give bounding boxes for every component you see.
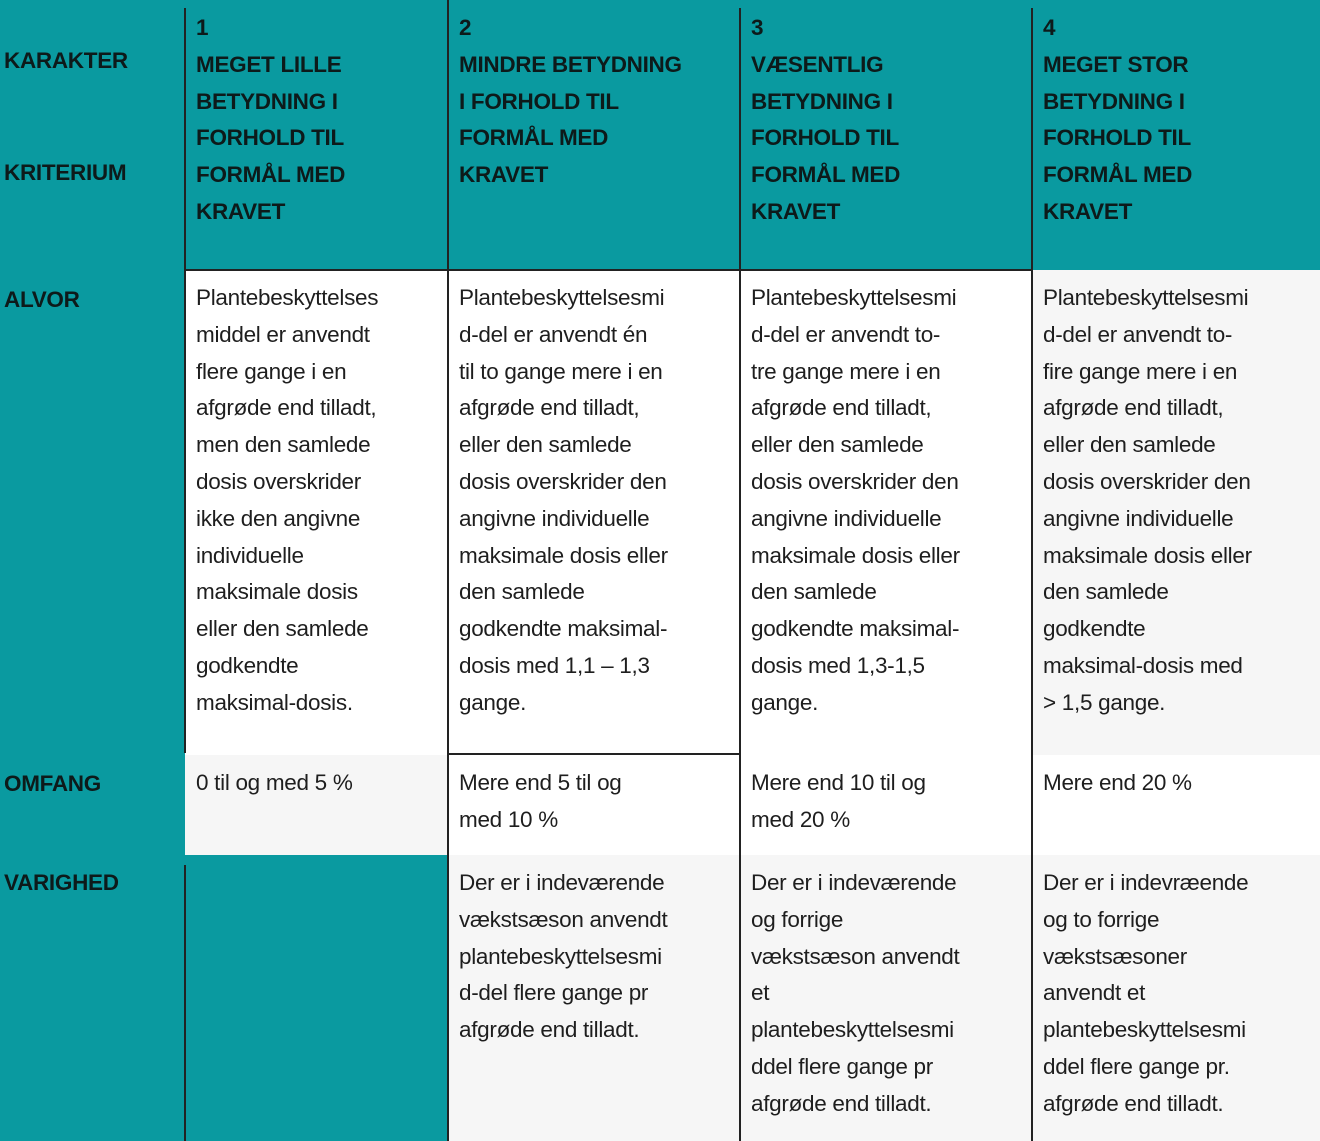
row-label-karakter: KARAKTER	[4, 48, 128, 73]
omfang-grade-4: Mere end 20 %	[1032, 755, 1320, 855]
grid-line	[185, 269, 1032, 271]
header-grade-1: 1 MEGET LILLE BETYDNING I FORHOLD TIL FORMÅL MED KRAVET	[196, 15, 346, 224]
header-grade-2: 2 MINDRE BETYDNING I FORHOLD TIL FORMÅL MED KRAVET	[459, 15, 682, 188]
grid-line	[448, 753, 740, 755]
grid-line	[184, 865, 186, 1141]
header-grade-4: 4 MEGET STOR BETYDNING I FORHOLD TIL FORMÅL MED KRAVET	[1043, 15, 1193, 224]
alvor-grade-3: Plantebeskyttelsesmi d-del er anvendt to- tre gange mere i en afgrøde end tilladt, eller den samlede dosis overskrider den angivne individuelle maksimale dosis eller den samlede godkendte maksimal- dosis med 1,3-1,5 gange.	[740, 270, 1032, 755]
omfang-grade-2: Mere end 5 til og med 10 %	[448, 755, 740, 855]
alvor-grade-1: Plantebeskyttelses middel er anvendt flere gange i en afgrøde end tilladt, men den samlede dosis overskrider ikke den angivne individuelle maksimale dosis eller den samlede godkendte maksimal-dosis.	[185, 270, 448, 755]
grid-line	[1031, 8, 1033, 1141]
row-label-omfang: OMFANG	[4, 771, 101, 796]
grid-line	[447, 0, 449, 1141]
omfang-grade-3: Mere end 10 til og med 20 %	[740, 755, 1032, 855]
row-label-alvor: ALVOR	[4, 287, 80, 312]
varighed-grade-3: Der er i indeværende og forrige vækstsæson anvendt et plantebeskyttelsesmi ddel flere gange pr afgrøde end tilladt.	[740, 855, 1032, 1141]
grid-line	[184, 8, 186, 753]
omfang-grade-1: 0 til og med 5 %	[185, 755, 448, 855]
varighed-grade-4: Der er i indevræende og to forrige vækstsæsoner anvendt et plantebeskyttelsesmi ddel flere gange pr. afgrøde end tilladt.	[1032, 855, 1320, 1141]
grid-line	[739, 8, 741, 1141]
varighed-grade-2: Der er i indeværende vækstsæson anvendt plantebeskyttelsesmi d-del flere gange pr afgrøde end tilladt.	[448, 855, 740, 1141]
row-label-varighed: VARIGHED	[4, 870, 119, 895]
row-label-kriterium: KRITERIUM	[4, 160, 127, 185]
alvor-grade-4: Plantebeskyttelsesmi d-del er anvendt to- fire gange mere i en afgrøde end tilladt, eller den samlede dosis overskrider den angivne individuelle maksimale dosis eller den samlede godkendte maksimal-dosis med > 1,5 gange.	[1032, 270, 1320, 755]
header-grade-3: 3 VÆSENTLIG BETYDNING I FORHOLD TIL FORMÅL MED KRAVET	[751, 15, 901, 224]
alvor-grade-2: Plantebeskyttelsesmi d-del er anvendt én til to gange mere i en afgrøde end tilladt, eller den samlede dosis overskrider den angivne individuelle maksimale dosis eller den samlede godkendte maksimal- dosis med 1,1 – 1,3 gange.	[448, 270, 740, 755]
